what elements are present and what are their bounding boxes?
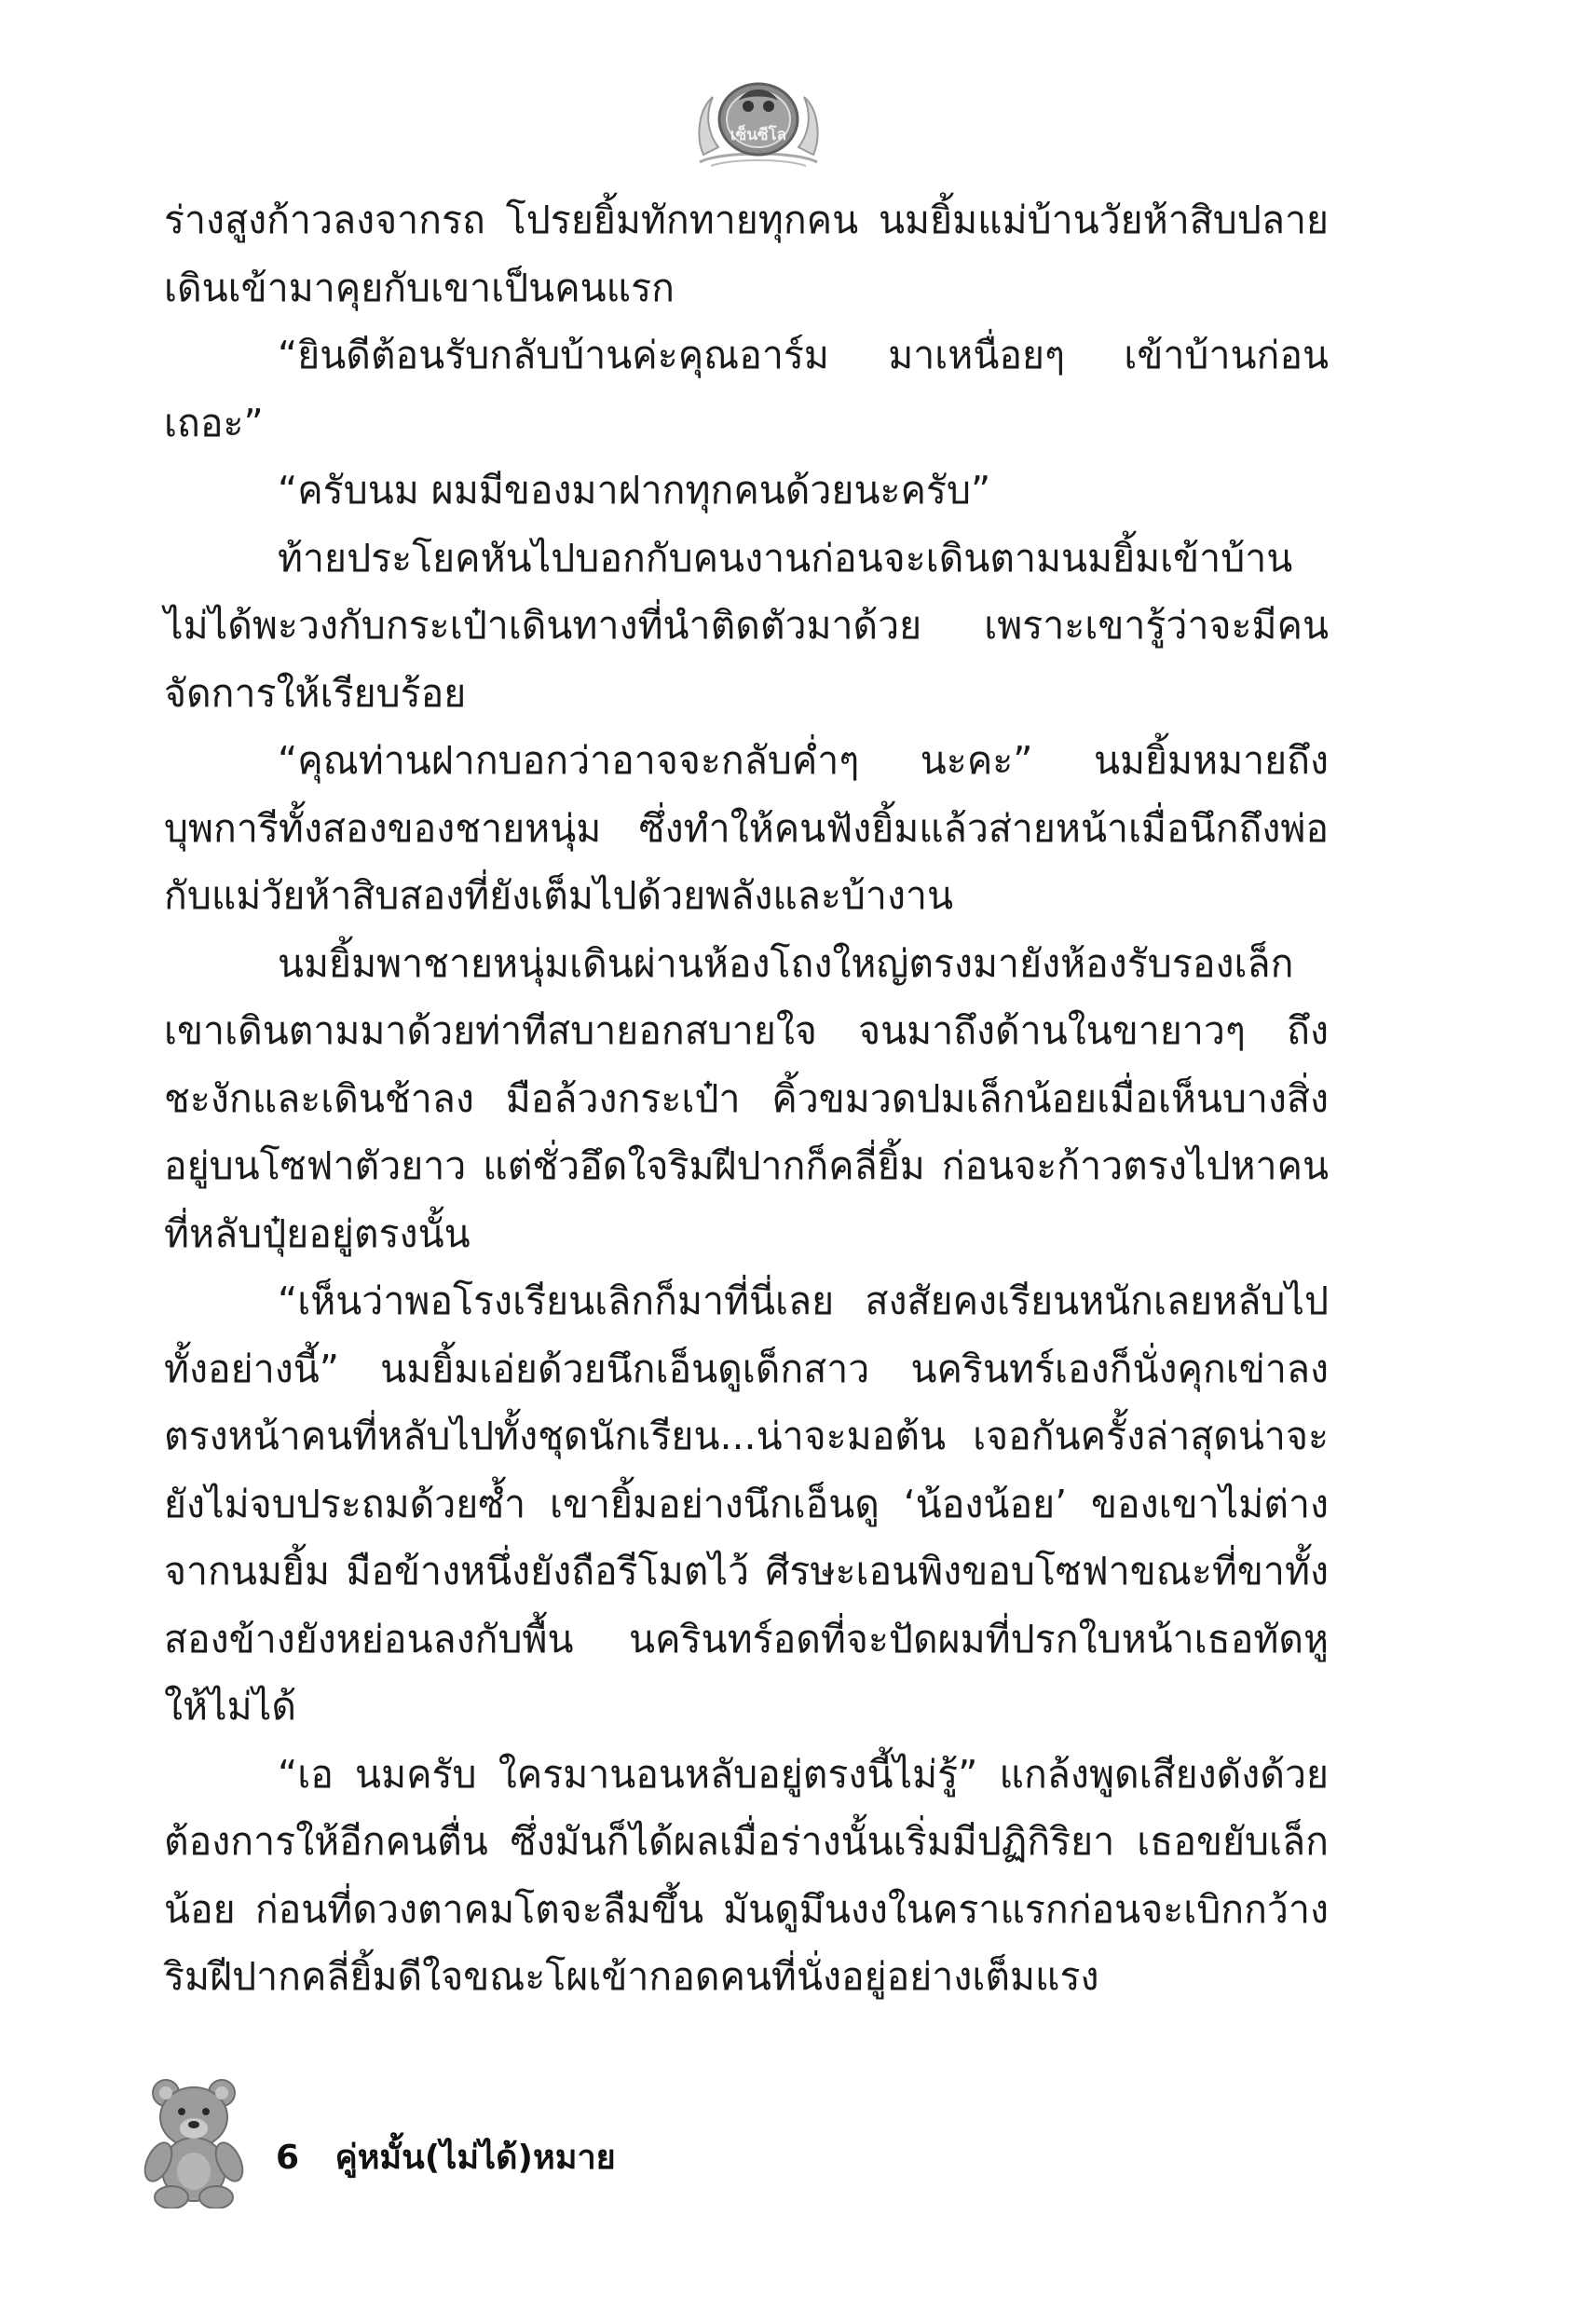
paragraph-1: ร่างสูงก้าวลงจากรถ โปรยยิ้มทักทายทุกคน นมยิ้มแม่บ้านวัยห้าสิบปลายเดินเข้ามาคุยกับเขาเป็นคนแรก <box>164 198 1329 310</box>
paragraph-8: “เอ นมครับ ใครมานอนหลับอยู่ตรงนี้ไม่รู้” แกล้งพูดเสียงดังด้วยต้องการให้อีกคนตื่น ซึ่งมันก็ได้ผลเมื่อร่างนั้นเริ่มมีปฏิกิริยา เธอขยับเล็กน้อย ก่อนที่ดวงตาคมโตจะลืมขึ้น มันดูมึนงงในคราแรกก่อนจะเบิกกว้าง ริมฝีปากคลี่ยิ้มดีใจขณะโผเข้ากอดคนที่นั่งอยู่อย่างเต็มแรง <box>164 1751 1329 1999</box>
page-footer <box>276 2132 616 2184</box>
teddy-bear-icon <box>142 2076 246 2208</box>
paragraph-5: “คุณท่านฝากบอกว่าอาจจะกลับค่ำๆ นะคะ” นมยิ้มหมายถึงบุพการีทั้งสองของชายหนุ่ม ซึ่งทำให้คนฟังยิ้มแล้วส่ายหน้าเมื่อนึกถึงพ่อกับแม่วัยห้าสิบสองที่ยังเต็มไปด้วยพลังและบ้างาน <box>164 738 1329 918</box>
paragraph-4: ท้ายประโยคหันไปบอกกับคนงานก่อนจะเดินตามนมยิ้มเข้าบ้าน ไม่ได้พะวงกับกระเป๋าเดินทางที่นำติดตัวมาด้วย เพราะเขารู้ว่าจะมีคนจัดการให้เรียบร้อย <box>164 535 1329 716</box>
body-text <box>164 186 1329 2011</box>
paragraph-7: “เห็นว่าพอโรงเรียนเลิกก็มาที่นี่เลย สงสัยคงเรียนหนักเลยหลับไปทั้งอย่างนี้” นมยิ้มเอ่ยด้วยนึกเอ็นดูเด็กสาว นครินทร์เองก็นั่งคุกเข่าลงตรงหน้าคนที่หลับไปทั้งชุดนักเรียน...น่าจะมอต้น เจอกันครั้งล่าสุดน่าจะยังไม่จบประถมด้วยซ้ำ เขายิ้มอย่างนึกเอ็นดู ‘น้องน้อย’ ของเขาไม่ต่างจากนมยิ้ม มือข้างหนึ่งยังถือรีโมตไว้ ศีรษะเอนพิงขอบโซฟาขณะที่ขาทั้งสองข้างยังหย่อนลงกับพื้น นครินทร์อดที่จะปัดผมที่ปรกใบหน้าเธอทัดหูให้ไม่ได้ <box>164 1279 1329 1729</box>
paragraph-3: “ครับนม ผมมีของมาฝากทุกคนด้วยนะครับ” <box>278 468 991 513</box>
publisher-crest-logo <box>692 73 825 170</box>
logo-text: เซ็นซีโล <box>730 126 787 144</box>
paragraph-6: นมยิ้มพาชายหนุ่มเดินผ่านห้องโถงใหญ่ตรงมายังห้องรับรองเล็ก เขาเดินตามมาด้วยท่าทีสบายอกสบายใจ จนมาถึงด้านในขายาวๆ ถึงชะงักและเดินช้าลง มือล้วงกระเป๋า คิ้วขมวดปมเล็กน้อยเมื่อเห็นบางสิ่งอยู่บนโซฟาตัวยาว แต่ชั่วอึดใจริมฝีปากก็คลี่ยิ้ม ก่อนจะก้าวตรงไปหาคนที่หลับปุ๋ยอยู่ตรงนั้น <box>164 940 1329 1256</box>
paragraph-2: “ยินดีต้อนรับกลับบ้านค่ะคุณอาร์ม มาเหนื่อยๆ เข้าบ้านก่อนเถอะ” <box>164 333 1329 445</box>
book-title: คู่หมั้น(ไม่ได้)หมาย <box>334 2139 616 2177</box>
page-number: 6 <box>276 2139 300 2177</box>
